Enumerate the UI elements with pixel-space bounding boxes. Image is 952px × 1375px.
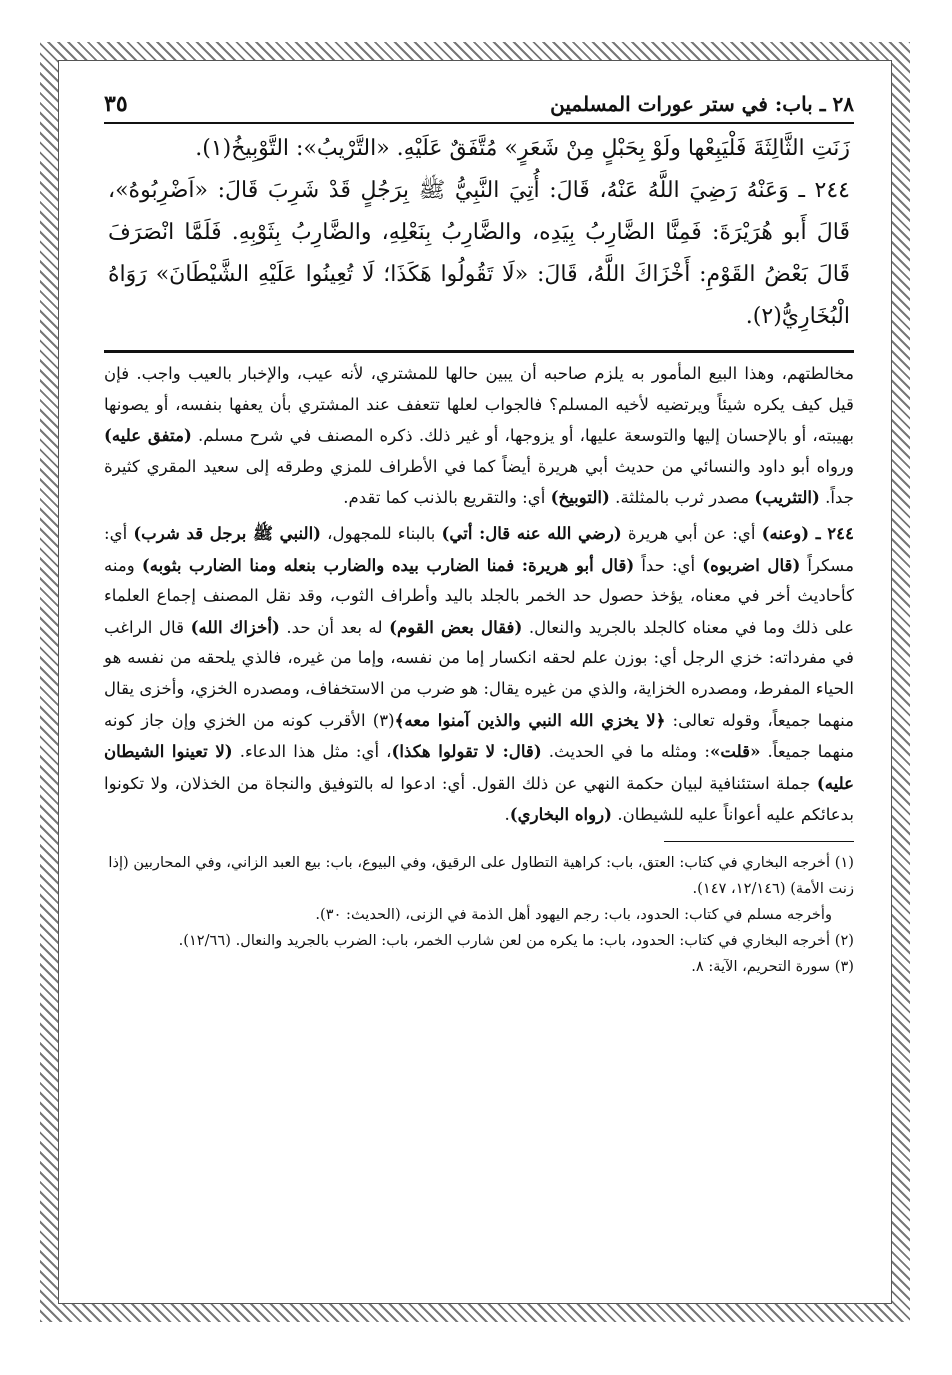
hadith-244: ٢٤٤ ـ وَعَنْهُ رَضِيَ اللَّهُ عَنْهُ، قَالَ: أُتِيَ النَّبِيُّ ﷺ بِرَجُلٍ قَدْ شَرِبَ قَالَ: «اَضْرِبُوهُ»، قَالَ أَبو هُرَيْرَةَ: فَمِنَّا الضَّارِبُ بِيَدِه، والضَّارِبُ بِنَعْلِهِ، والضَّارِبُ بِثَوْبِهِ. فَلَمَّا انْصَرَفَ قَالَ بَعْضُ القَوْمِ: أَخْزَاكَ اللَّهُ، قَالَ: «لَا تَقُولُوا هَكَذَا؛ لَا تُعِينُوا عَلَيْهِ الشَّيْطَانَ» رَوَاهُ الْبُخَارِيُّ(٢).	[108, 178, 850, 329]
running-header	[104, 86, 854, 124]
page-content	[104, 86, 854, 980]
hadith-continuation: زَنَتِ الثَّالِثَةَ فَلْيَبِعْها ولَوْ بِحَبْلٍ مِنْ شَعَرٍ» مُتَّفَقٌ عَلَيْهِ. «التَّرْيبُ»: التَّوْبِيخُ(١).	[195, 136, 850, 161]
commentary-paragraph: مخالطتهم، وهذا البيع المأمور به يلزم صاحبه أن يبين حالها للمشتري، لأنه عيب، والإخبار بالعيب واجب. فإن قيل كيف يكره شيئاً ويرتضيه لأخيه المسلم؟ فالجواب لعلها تتعفف عند المشتري بأن يعفها بنفسه، أو يصونها بهيبته، أو بالإحسان إليها والتوسعة عليها، أو يزوجها، أو غير ذلك. ذكره المصنف في شرح مسلم. (متفق عليه) ورواه أبو داود والنسائي من حديث أبي هريرة أيضاً كما في الأطراف للمزي وطرقه إلى سعيد المقري كثيرة جداً. (التثريب) مصدر ثرب بالمثلثة. (التوبيخ) أي: والتقريع بالذنب كما تقدم.	[104, 364, 854, 508]
chapter-title: ٢٨ ـ باب: في ستر عورات المسلمين	[550, 92, 854, 116]
footnote-1: (١) أخرجه البخاري في كتاب: العتق، باب: كراهية التطاول على الرقيق، وفي البيوع، باب: بيع العبد الزاني، وفي المحاربين (إذا زنت الأمة) (١٢/١٤٦، ١٤٧).	[108, 853, 854, 897]
footnote-divider	[664, 841, 854, 842]
page-number: ٣٥	[104, 91, 128, 117]
footnote-3: (٣) سورة التحريم، الآية: ٨.	[691, 957, 854, 975]
section-divider	[104, 350, 854, 353]
commentary	[104, 359, 854, 831]
footnote-1-continued: وأخرجه مسلم في كتاب: الحدود، باب: رجم اليهود أهل الذمة في الزنى، (الحديث: ٣٠).	[315, 905, 832, 923]
commentary-paragraph: ٢٤٤ ـ (وعنه) أي: عن أبي هريرة (رضي الله عنه قال: أتي) بالبناء للمجهول، (النبي ﷺ برجل قد شرب) أي: مسكراً (قال اضربوه) أي: حداً (قال أبو هريرة: فمنا الضارب بيده والضارب بنعله ومنا الضارب بثوبه) ومنه كأحاديث أخر في معناه، يؤخذ حصول حد الخمر بالجلد باليد وأطراف الثوب، وقد نقل المصنف إجماع العلماء على ذلك وما في معناه كالجلد بالجريد والنعال. (فقال بعض القوم) له بعد أن حد. (أخزاك الله) قال الراغب في مفرداته: خزي الرجل أي: بوزن علم لحقه انكسار إما من نفسه، وإما من غيره، فالذي يلحقه من نفسه هو الحياء المفرط، ومصدره الخزاية، والذي من غيره يقال: هو ضرب من الاستخفاف، ومصدره الخزي، وأخزى يقال منهما جميعاً، وقوله تعالى: ﴿لا يخزي الله النبي والذين آمنوا معه﴾(٣) الأقرب كونه من الخزي وإن جاز كونه منهما جميعاً. «قلت»: ومثله ما في الحديث. (قال: لا تقولوا هكذا)، أي: مثل هذا الدعاء. (لا تعينوا الشيطان عليه) جملة استئنافية لبيان حكمة النهي عن ذلك القول. أي: ادعوا له بالتوفيق والنجاة من الخذلان، ولا تكونوا بدعائكم عليه أعواناً عليه للشيطان. (رواه البخاري).	[104, 522, 855, 825]
hadith-text	[104, 128, 854, 338]
footnote-2: (٢) أخرجه البخاري في كتاب: الحدود، باب: ما يكره من لعن شارب الخمر، باب: الضرب بالجريد والنعال. (١٢/٦٦).	[178, 931, 854, 949]
footnotes	[104, 850, 854, 980]
